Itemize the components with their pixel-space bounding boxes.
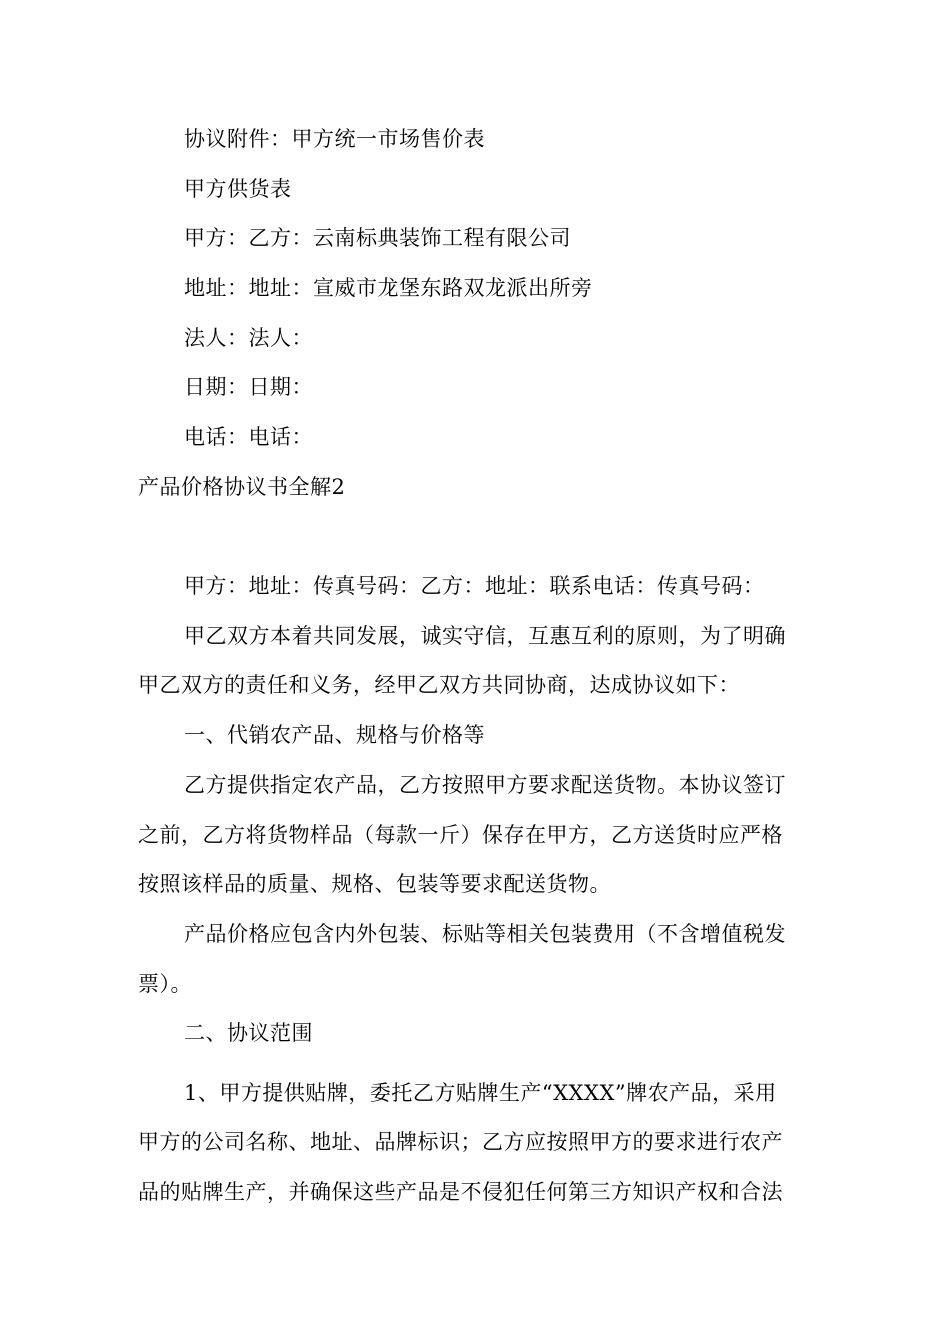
paragraph-line: 甲方的公司名称、地址、品牌标识；乙方应按照甲方的要求进行农产 (138, 1130, 783, 1154)
phone-line: 电话：电话： (184, 425, 313, 449)
section-heading: 产品价格协议书全解2 (138, 475, 346, 499)
paragraph-line: 1、甲方提供贴牌，委托乙方贴牌生产“XXXX”牌农产品，采用 (184, 1081, 777, 1105)
paragraph-line: 品的贴牌生产，并确保这些产品是不侵犯任何第三方知识产权和合法 (138, 1180, 783, 1204)
clause-heading: 二、协议范围 (184, 1021, 313, 1045)
paragraph-line: 甲乙双方本着共同发展，诚实守信，互惠互利的原则，为了明确 (184, 624, 786, 648)
clause-heading: 一、代销农产品、规格与价格等 (184, 723, 485, 747)
supply-table-title: 甲方供货表 (184, 177, 292, 201)
paragraph-line: 乙方提供指定农产品，乙方按照甲方要求配送货物。本协议签订 (184, 773, 786, 797)
parties-header-line: 甲方：地址：传真号码：乙方：地址：联系电话：传真号码： (184, 574, 765, 598)
paragraph-line: 之前，乙方将货物样品（每款一斤）保存在甲方，乙方送货时应严格 (138, 823, 783, 847)
paragraph-line: 产品价格应包含内外包装、标贴等相关包装费用（不含增值税发 (184, 922, 786, 946)
paragraph-line: 票）。 (138, 972, 192, 996)
paragraph-line: 甲乙双方的责任和义务，经甲乙双方共同协商，达成协议如下： (138, 673, 740, 697)
date-line: 日期：日期： (184, 375, 313, 399)
party-line: 甲方：乙方：云南标典装饰工程有限公司 (184, 226, 571, 250)
paragraph-line: 按照该样品的质量、规格、包装等要求配送货物。 (138, 872, 611, 896)
address-line: 地址：地址：宣威市龙堡东路双龙派出所旁 (184, 276, 593, 300)
legal-rep-line: 法人：法人： (184, 326, 313, 350)
attachment-title: 协议附件：甲方统一市场售价表 (184, 127, 485, 151)
